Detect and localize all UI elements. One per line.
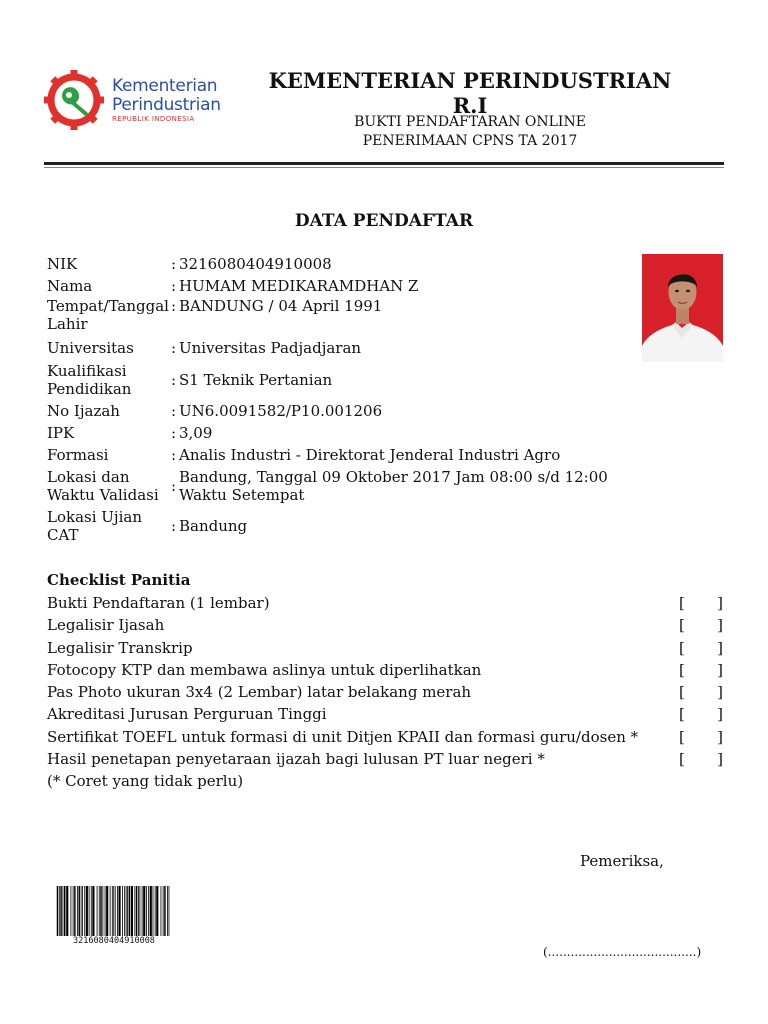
barcode-bar (131, 886, 133, 936)
checklist-item-label: Legalisir Transkrip (47, 638, 193, 657)
header-divider-thick (44, 162, 724, 165)
field-colon: : (171, 402, 177, 420)
barcode-bar (148, 886, 149, 936)
logo-text-perindustrian: Perindustrian (112, 95, 221, 115)
barcode-bar (66, 886, 68, 936)
barcode-bar (82, 886, 83, 936)
field-value: Analis Industri - Direktorat Jenderal Industri Agro (179, 446, 561, 464)
barcode-bar (113, 886, 114, 936)
checklist-item-label: Akreditasi Jurusan Perguruan Tinggi (47, 705, 327, 724)
section-title: DATA PENDAFTAR (294, 211, 474, 231)
barcode-bar (97, 886, 98, 936)
barcode-bar (124, 886, 125, 936)
barcode-bar (155, 886, 156, 936)
field-value: 3216080404910008 (179, 255, 332, 273)
barcode-bar (100, 886, 101, 936)
gear-logo-icon (44, 70, 108, 130)
barcode-bar (64, 886, 65, 936)
field-label: Lokasi dan Waktu Validasi (47, 468, 159, 504)
barcode-bar (140, 886, 141, 936)
barcode-bar (74, 886, 75, 936)
barcode-bar (136, 886, 137, 936)
barcode-bar (143, 886, 145, 936)
barcode-bar (57, 886, 58, 936)
document-subtitle-1: BUKTI PENDAFTARAN ONLINE (354, 114, 586, 130)
field-row-lokasi-validasi (47, 466, 637, 506)
barcode-bar (126, 886, 127, 936)
barcode-bar (81, 886, 82, 936)
field-value: BANDUNG / 04 April 1991 (179, 297, 383, 315)
field-label: No Ijazah (47, 402, 120, 420)
field-label: Tempat/Tanggal Lahir (47, 297, 169, 333)
field-colon: : (171, 339, 177, 357)
field-colon: : (171, 370, 177, 389)
barcode-bar (73, 886, 74, 936)
barcode-bar (99, 886, 100, 936)
field-value: Universitas Padjadjaran (179, 339, 362, 357)
barcode-bar (59, 886, 60, 936)
barcode-bar (163, 886, 164, 936)
barcode-bar (153, 886, 154, 936)
field-value: 3,09 (179, 424, 213, 442)
ministry-title: KEMENTERIAN PERINDUSTRIAN R.I (268, 68, 672, 118)
field-colon: : (171, 297, 177, 315)
barcode (56, 886, 172, 936)
field-label: Nama (47, 277, 93, 295)
field-value: UN6.0091582/P10.001206 (179, 402, 383, 420)
field-label: IPK (47, 424, 75, 442)
barcode-bar (112, 886, 113, 936)
field-label: Universitas (47, 339, 134, 357)
field-value: Bandung, Tanggal 09 Oktober 2017 Jam 08:00 s/d 12:00 Waktu Setempat (179, 468, 608, 504)
barcode-bar (77, 886, 78, 936)
field-row-ipk (47, 422, 637, 444)
field-row-no-ijazah (47, 400, 637, 422)
checklist-item: Pas Photo ukuran 3x4 (2 Lembar) latar belakang merah [ ] (47, 683, 723, 702)
checklist-note: (* Coret yang tidak perlu) (47, 772, 244, 790)
signature-line: (.......................................) (543, 945, 702, 959)
field-row-nik (47, 253, 637, 275)
barcode-bar (150, 886, 152, 936)
field-label: NIK (47, 255, 78, 273)
field-colon: : (171, 277, 177, 295)
checklist-item-label: Fotocopy KTP dan membawa aslinya untuk diperlihatkan (47, 660, 482, 679)
checklist-item-label: Sertifikat TOEFL untuk formasi di unit Ditjen KPAII dan formasi guru/dosen * (47, 727, 639, 746)
barcode-bar (115, 886, 116, 936)
applicant-photo (642, 254, 723, 362)
barcode-number: 3216080404910008 (73, 936, 155, 946)
checklist-item: Hasil penetapan penyetaraan ijazah bagi lulusan PT luar negeri * [ ] (47, 750, 723, 769)
field-label: Formasi (47, 446, 109, 464)
field-colon: : (171, 446, 177, 464)
field-row-nama (47, 275, 637, 297)
barcode-bar (102, 886, 103, 936)
field-value: Bandung (179, 517, 248, 535)
barcode-bar (63, 886, 64, 936)
field-row-universitas (47, 337, 637, 359)
checklist-item: Sertifikat TOEFL untuk formasi di unit Ditjen KPAII dan formasi guru/dosen * [ ] (47, 727, 723, 746)
field-colon: : (171, 517, 177, 535)
field-colon: : (171, 477, 177, 495)
barcode-bar (129, 886, 130, 936)
barcode-bar (142, 886, 143, 936)
checklist-item: Legalisir Ijasah [ ] (47, 616, 723, 635)
barcode-bar (117, 886, 118, 936)
logo-text-kementerian: Kementerian (112, 76, 218, 96)
ministry-logo (44, 70, 234, 130)
barcode-bar (92, 886, 94, 936)
field-value: S1 Teknik Pertanian (179, 370, 333, 389)
barcode-bar (106, 886, 108, 936)
field-row-formasi (47, 444, 637, 466)
barcode-bar (127, 886, 128, 936)
barcode-bar (122, 886, 123, 936)
checklist-item-label: Legalisir Ijasah (47, 616, 165, 635)
barcode-bar (161, 886, 162, 936)
header-divider-thin (44, 167, 724, 168)
barcode-icon (56, 886, 172, 936)
field-row-kualifikasi (47, 359, 637, 400)
field-label: Lokasi Ujian CAT (47, 508, 142, 544)
barcode-bar (79, 886, 80, 936)
checklist-item: Fotocopy KTP dan membawa aslinya untuk diperlihatkan [ ] (47, 660, 723, 679)
checklist-item: Akreditasi Jurusan Perguruan Tinggi [ ] (47, 705, 723, 724)
barcode-bar (156, 886, 158, 936)
field-value: HUMAM MEDIKARAMDHAN Z (179, 277, 419, 295)
field-label: Kualifikasi Pendidikan (47, 361, 132, 398)
barcode-bar (134, 886, 135, 936)
document-subtitle-2: PENERIMAAN CPNS TA 2017 (362, 133, 578, 149)
checklist (47, 593, 727, 771)
barcode-bar (86, 886, 88, 936)
applicant-data-table (47, 253, 637, 546)
barcode-bar (91, 886, 92, 936)
barcode-bar (146, 886, 147, 936)
checklist-item-label: Pas Photo ukuran 3x4 (2 Lembar) latar belakang merah (47, 683, 472, 702)
examiner-label: Pemeriksa, (580, 852, 664, 870)
barcode-bar (169, 886, 170, 936)
barcode-bar (138, 886, 139, 936)
field-row-tempat-tanggal-lahir (47, 297, 637, 337)
checklist-item: Legalisir Transkrip [ ] (47, 638, 723, 657)
barcode-bar (89, 886, 90, 936)
barcode-bar (167, 886, 168, 936)
checklist-item-label: Bukti Pendaftaran (1 lembar) (47, 594, 270, 612)
barcode-bar (118, 886, 120, 936)
field-colon: : (171, 255, 177, 273)
barcode-bar (71, 886, 72, 936)
barcode-bar (110, 886, 111, 936)
checklist-item: Bukti Pendaftaran (1 lembar) [ ] (47, 594, 723, 612)
field-colon: : (171, 424, 177, 442)
barcode-bar (60, 886, 61, 936)
logo-text-republik: REPUBLIK INDONESIA (112, 115, 195, 123)
checklist-item-label: Hasil penetapan penyetaraan ijazah bagi lulusan PT luar negeri * (47, 750, 545, 769)
checklist-title: Checklist Panitia (47, 571, 191, 589)
person-photo-icon (642, 254, 723, 362)
field-row-lokasi-ujian (47, 506, 637, 546)
barcode-bar (164, 886, 165, 936)
barcode-bar (84, 886, 85, 936)
barcode-bar (105, 886, 106, 936)
